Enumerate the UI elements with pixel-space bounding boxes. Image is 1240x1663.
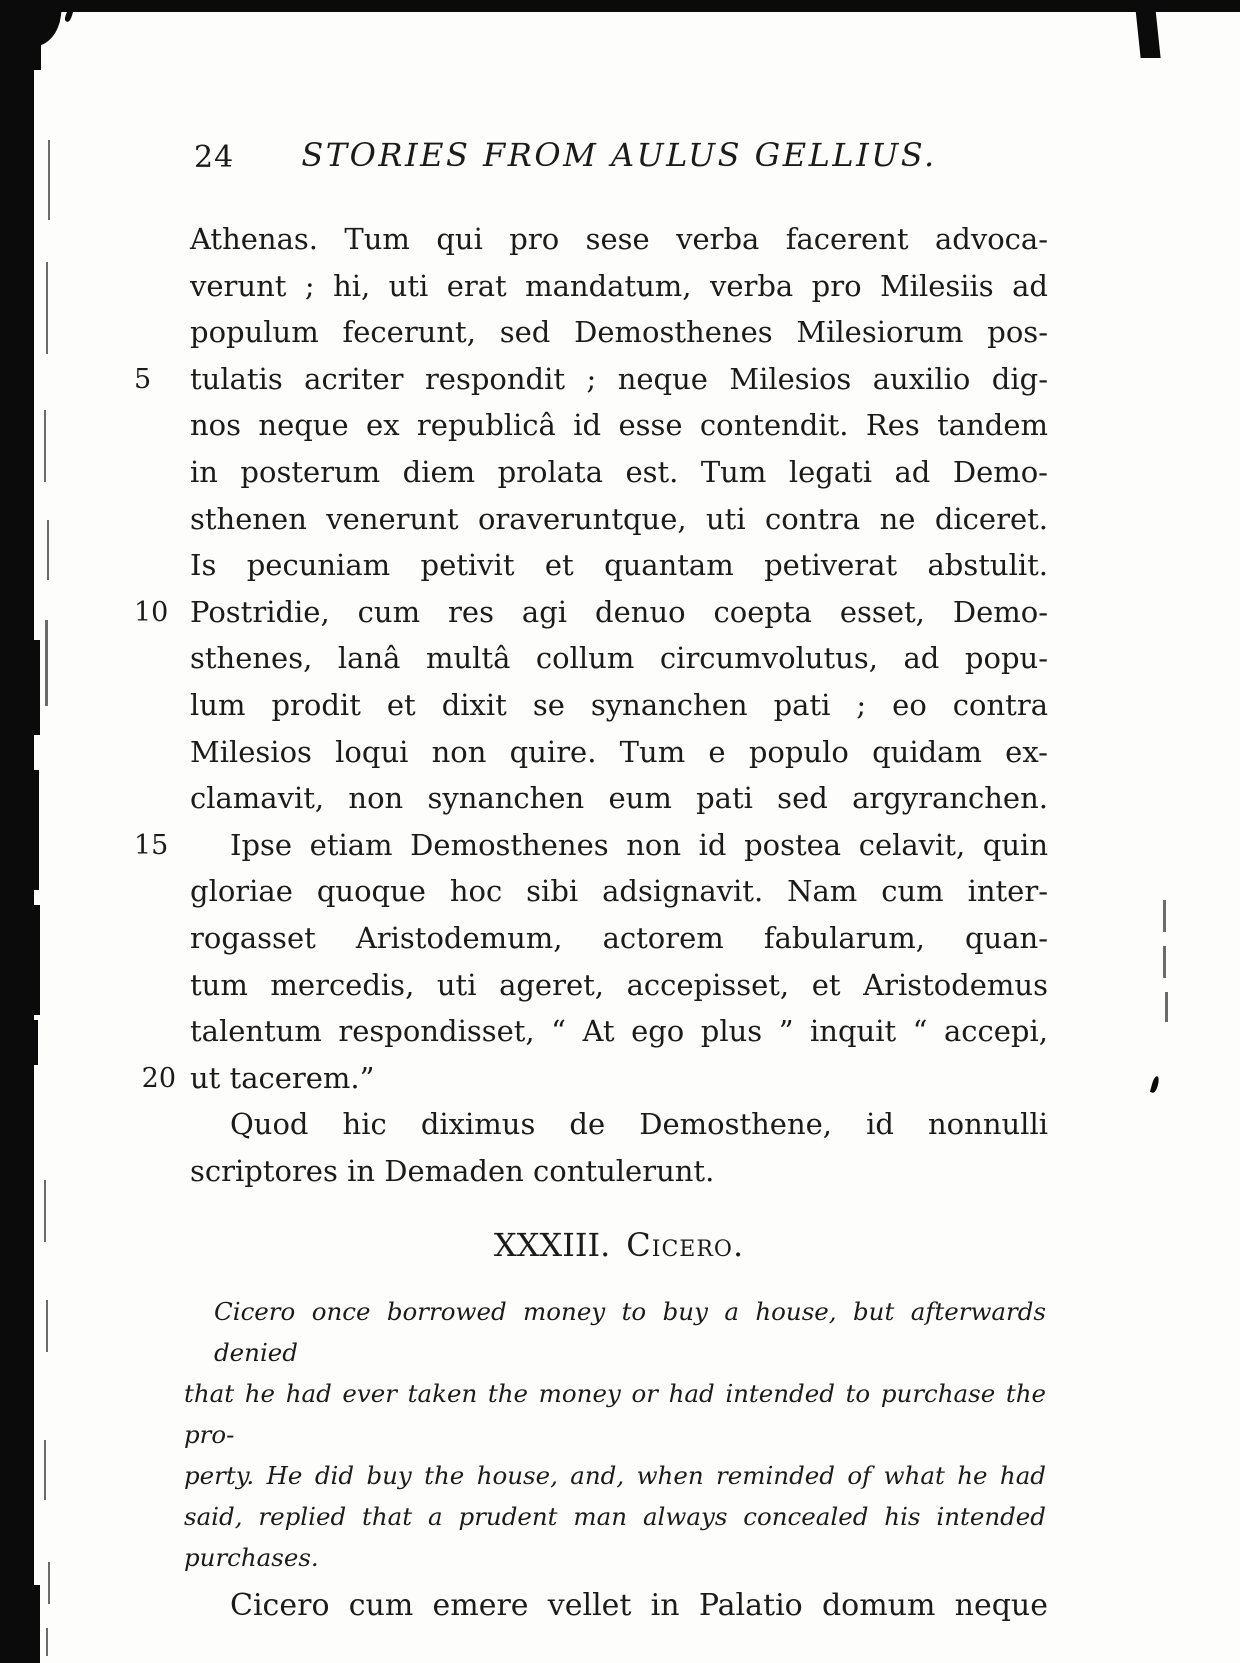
line-text: ut tacerem.” bbox=[190, 1060, 375, 1095]
scan-artifact-left-nub bbox=[34, 770, 39, 890]
line-text: purchases. bbox=[184, 1543, 319, 1572]
text-line bbox=[190, 962, 1048, 1009]
line-text: lum prodit et dixit se synanchen pati ; eo contra bbox=[190, 687, 1048, 722]
line-text: clamavit, non synanchen eum pati sed argyranchen. bbox=[190, 781, 1048, 816]
scan-smudge bbox=[44, 410, 46, 482]
line-text: talentum respondisset, “ At ego plus ” inquit “ accepi, bbox=[190, 1014, 1048, 1049]
text-line bbox=[190, 496, 1048, 543]
text-line bbox=[190, 868, 1048, 915]
scan-artifact-left-strip bbox=[0, 0, 34, 1663]
text-line bbox=[190, 729, 1048, 776]
text-line bbox=[190, 1582, 1048, 1629]
text-line bbox=[184, 1537, 1046, 1578]
text-line bbox=[184, 1291, 1046, 1373]
text-line bbox=[190, 915, 1048, 962]
scan-artifact-top-strip bbox=[0, 0, 1240, 12]
scan-artifact-right-comma bbox=[1150, 1076, 1160, 1094]
scan-artifact-left-nub bbox=[34, 1020, 38, 1065]
section-heading bbox=[190, 1226, 1048, 1264]
text-line bbox=[134, 589, 1048, 636]
running-header bbox=[190, 136, 1048, 178]
text-line bbox=[190, 449, 1048, 496]
line-text: Quod hic diximus de Demosthene, id nonnulli bbox=[230, 1107, 1048, 1142]
page-number: 24 bbox=[194, 140, 235, 175]
line-text: Is pecuniam petivit et quantam petiverat abstulit. bbox=[190, 548, 1048, 583]
line-text: populum fecerunt, sed Demosthenes Milesiorum pos- bbox=[190, 315, 1048, 350]
scan-artifact-left-nub bbox=[34, 640, 40, 735]
line-text: sthenen venerunt oraveruntque, uti contra ne diceret. bbox=[190, 501, 1048, 536]
line-text: that he had ever taken the money or had intended to purchase the pro- bbox=[184, 1379, 1046, 1449]
text-line bbox=[190, 542, 1048, 589]
text-line bbox=[184, 1496, 1046, 1537]
text-line bbox=[134, 822, 1048, 869]
scan-smudge bbox=[1163, 946, 1166, 978]
scan-artifact-left-nub bbox=[34, 0, 41, 70]
scan-smudge bbox=[1163, 900, 1166, 932]
scan-smudge bbox=[48, 1562, 50, 1604]
scan-smudge bbox=[46, 1300, 48, 1352]
scan-smudge bbox=[44, 1440, 46, 1500]
text-line bbox=[190, 1008, 1048, 1055]
line-number: 20 bbox=[141, 1062, 176, 1094]
scan-smudge bbox=[1165, 992, 1168, 1022]
line-number: 15 bbox=[134, 829, 169, 861]
english-summary bbox=[184, 1291, 1046, 1578]
text-line bbox=[190, 775, 1048, 822]
line-text: Cicero cum emere vellet in Palatio domum neque bbox=[230, 1588, 1048, 1623]
line-text: sthenes, lanâ multâ collum circumvolutus, ad popu- bbox=[190, 641, 1048, 676]
text-line bbox=[190, 309, 1048, 356]
line-text: in posterum diem prolata est. Tum legati ad Demo- bbox=[190, 454, 1048, 489]
latin-continuation bbox=[190, 1582, 1048, 1629]
line-text: Ipse etiam Demosthenes non id postea celavit, quin bbox=[230, 827, 1048, 862]
scan-smudge bbox=[47, 520, 49, 580]
text-line bbox=[190, 635, 1048, 682]
text-line bbox=[141, 1055, 1048, 1102]
text-line bbox=[184, 1455, 1046, 1496]
scan-smudge bbox=[48, 140, 50, 220]
line-text: nos neque ex republicâ id esse contendit. Res tandem bbox=[190, 408, 1048, 443]
section-numeral: XXXIII. bbox=[493, 1226, 611, 1264]
text-line bbox=[190, 263, 1048, 310]
line-text: tulatis acriter respondit ; neque Milesios auxilio dig- bbox=[190, 361, 1048, 396]
line-text: Cicero once borrowed money to buy a house, but afterwards denied bbox=[214, 1297, 1046, 1367]
line-text: verunt ; hi, uti erat mandatum, verba pro Milesiis ad bbox=[190, 268, 1048, 303]
line-number: 10 bbox=[134, 596, 169, 628]
latin-passage bbox=[134, 216, 1048, 1194]
line-text: scriptores in Demaden contulerunt. bbox=[190, 1153, 715, 1188]
section-name: Cicero. bbox=[626, 1226, 745, 1264]
text-line bbox=[190, 216, 1048, 263]
running-title: STORIES FROM AULUS GELLIUS. bbox=[301, 136, 937, 174]
text-line bbox=[190, 1148, 1048, 1195]
line-text: said, replied that a prudent man always concealed his intended bbox=[184, 1502, 1046, 1531]
scan-smudge bbox=[46, 1628, 48, 1656]
scan-artifact-left-nub bbox=[34, 905, 40, 1015]
scan-artifact-topright-wedge bbox=[1135, 8, 1160, 58]
line-text: perty. He did buy the house, and, when reminded of what he had bbox=[184, 1461, 1046, 1490]
line-text: tum mercedis, uti ageret, accepisset, et Aristodemus bbox=[190, 967, 1048, 1002]
scan-smudge bbox=[44, 1180, 46, 1242]
scan-artifact-left-nub bbox=[34, 1585, 40, 1663]
text-line bbox=[190, 1101, 1048, 1148]
scan-smudge bbox=[46, 262, 48, 354]
text-line bbox=[190, 402, 1048, 449]
text-line bbox=[134, 356, 1048, 403]
text-line bbox=[184, 1373, 1046, 1455]
line-text: Milesios loqui non quire. Tum e populo quidam ex- bbox=[190, 734, 1048, 769]
line-number: 5 bbox=[134, 363, 152, 395]
line-text: Postridie, cum res agi denuo coepta esset, Demo- bbox=[190, 594, 1048, 629]
scan-smudge bbox=[45, 620, 48, 706]
line-text: gloriae quoque hoc sibi adsignavit. Nam cum inter- bbox=[190, 874, 1048, 909]
scan-artifact-topleft-curl bbox=[23, 0, 63, 46]
line-text: rogasset Aristodemum, actorem fabularum, quan- bbox=[190, 920, 1048, 955]
text-line bbox=[190, 682, 1048, 729]
line-text: Athenas. Tum qui pro sese verba facerent advoca- bbox=[190, 222, 1048, 256]
